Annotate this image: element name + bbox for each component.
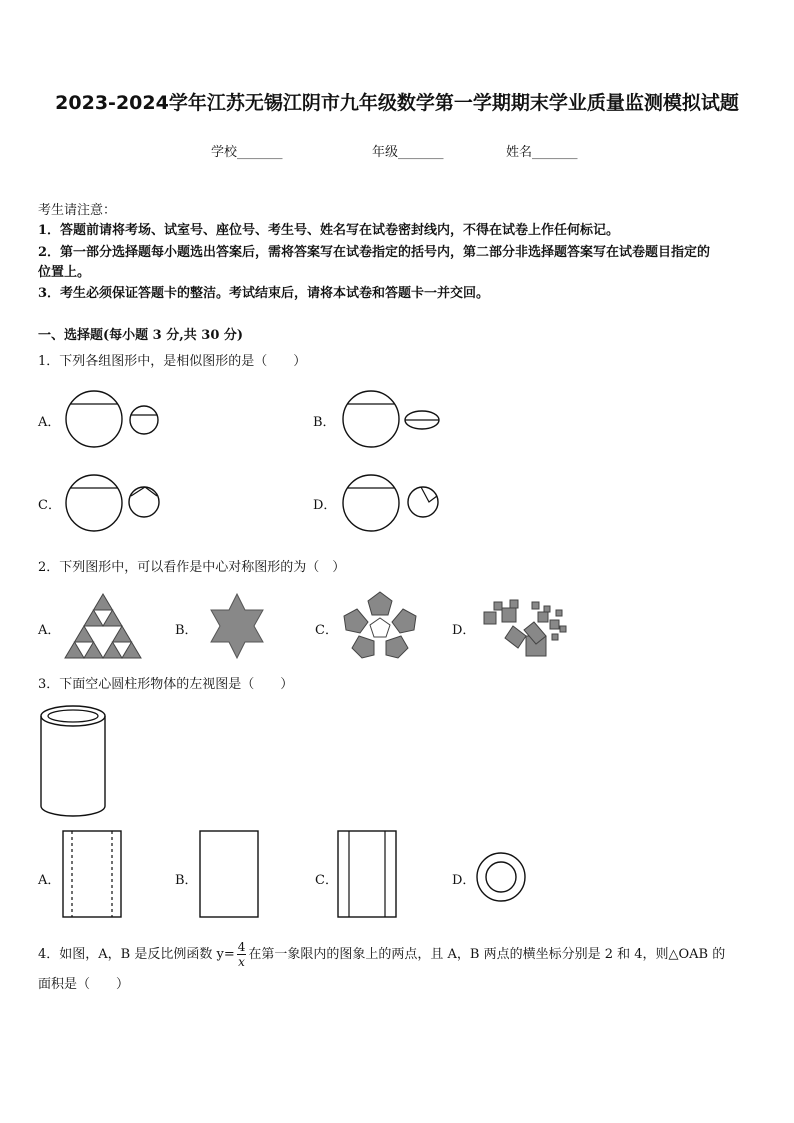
notice-item-3: 3．考生必须保证答题卡的整洁。考试结束后，请将本试卷和答题卡一并交回。 bbox=[38, 286, 490, 301]
question-1: 1．下列各组图形中，是相似图形的是（ ） bbox=[38, 354, 307, 369]
question-4 bbox=[38, 940, 725, 969]
q4-fraction-numerator: 4 bbox=[237, 940, 246, 954]
q3-option-b-figure bbox=[199, 830, 259, 918]
name-field: 姓名_______ bbox=[506, 145, 578, 160]
q2-option-c-label: C． bbox=[315, 623, 338, 638]
q2-option-a-label: A． bbox=[38, 623, 61, 638]
q1-option-d-label: D． bbox=[313, 498, 337, 513]
q3-option-d-figure bbox=[474, 850, 528, 904]
q2-option-a-figure bbox=[63, 592, 143, 660]
grade-field: 年级_______ bbox=[372, 145, 444, 160]
section-heading: 一、选择题(每小题 3 分,共 30 分) bbox=[38, 328, 244, 343]
q1-option-c-figure bbox=[60, 472, 170, 532]
q4-fraction-denominator: x bbox=[238, 955, 245, 969]
q1-option-c-label: C． bbox=[38, 498, 61, 513]
question-4-text-after: 在第一象限内的图象上的两点，且 A，B 两点的横坐标分别是 2 和 4，则△OAB 的 bbox=[248, 947, 726, 962]
q3-option-a-label: A． bbox=[38, 873, 61, 888]
q1-option-a-figure bbox=[60, 388, 170, 448]
q1-option-a-label: A． bbox=[38, 415, 61, 430]
q2-option-d-figure bbox=[480, 596, 572, 658]
question-4-line-2: 面积是（ ） bbox=[38, 977, 130, 992]
q3-option-c-figure bbox=[337, 830, 397, 918]
notice-item-2-cont: 位置上。 bbox=[38, 265, 91, 280]
question-3: 3．下面空心圆柱形物体的左视图是（ ） bbox=[38, 677, 294, 692]
q3-option-d-label: D． bbox=[452, 873, 476, 888]
q2-option-b-figure bbox=[205, 592, 269, 662]
notice-item-1: 1．答题前请将考场、试室号、座位号、考生号、姓名写在试卷密封线内，不得在试卷上作任何标记。 bbox=[38, 223, 620, 238]
q2-option-b-label: B． bbox=[175, 623, 198, 638]
q3-hollow-cylinder-figure bbox=[38, 702, 110, 822]
q1-option-b-figure bbox=[337, 388, 447, 448]
q1-option-b-label: B． bbox=[313, 415, 336, 430]
q2-option-c-figure bbox=[342, 590, 418, 662]
q3-option-a-figure bbox=[62, 830, 122, 918]
q1-option-d-figure bbox=[337, 472, 447, 532]
notice-heading: 考生请注意： bbox=[38, 203, 117, 218]
page-title: 2023-2024学年江苏无锡江阴市九年级数学第一学期期末学业质量监测模拟试题 bbox=[55, 92, 739, 114]
q3-option-c-label: C． bbox=[315, 873, 338, 888]
q2-option-d-label: D． bbox=[452, 623, 476, 638]
notice-item-2: 2．第一部分选择题每小题选出答案后，需将答案写在试卷指定的括号内，第二部分非选择题答案写在试卷题目指定的 bbox=[38, 245, 711, 260]
question-4-text-before: 4．如图，A，B 是反比例函数 y= bbox=[38, 947, 235, 962]
question-2: 2．下列图形中，可以看作是中心对称图形的为（ ） bbox=[38, 560, 346, 575]
q4-fraction bbox=[237, 940, 247, 969]
q3-option-b-label: B． bbox=[175, 873, 198, 888]
school-field: 学校_______ bbox=[211, 145, 283, 160]
